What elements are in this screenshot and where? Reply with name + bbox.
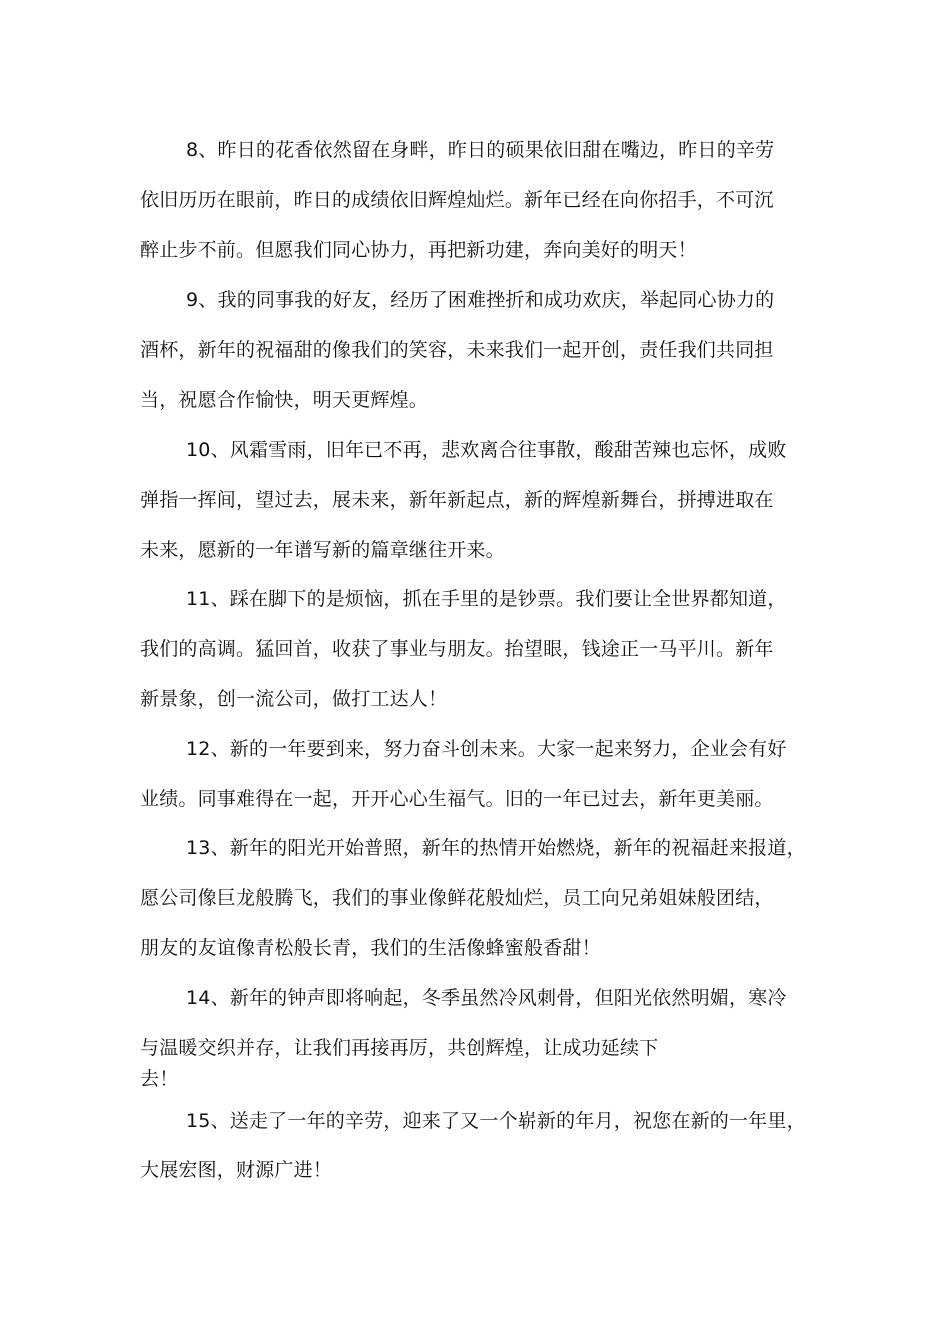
paragraph-14-line-1: 14、新年的钟声即将响起，冬季虽然冷风刺骨，但阳光依然明媚，寒冷	[186, 987, 787, 1009]
paragraph-13-line-2: 愿公司像巨龙般腾飞，我们的事业像鲜花般灿烂，员工向兄弟姐妹般团结，	[140, 887, 774, 909]
paragraph-11-line-2: 我们的高调。猛回首，收获了事业与朋友。抬望眼，钱途正一马平川。新年	[140, 638, 774, 660]
paragraph-14-line-3: 去！	[140, 1068, 179, 1090]
paragraph-9-line-1: 9、我的同事我的好友，经历了困难挫折和成功欢庆，举起同心协力的	[186, 289, 775, 311]
paragraph-10-line-2: 弹指一挥间，望过去，展未来，新年新起点，新的辉煌新舞台，拼搏进取在	[140, 489, 774, 511]
paragraph-11-line-3: 新景象，创一流公司，做打工达人！	[140, 688, 448, 710]
paragraph-8-line-3: 醉止步不前。但愿我们同心协力，再把新功建，奔向美好的明天！	[140, 239, 697, 261]
paragraph-9-line-3: 当，祝愿合作愉快，明天更辉煌。	[140, 389, 429, 411]
paragraph-8-line-2: 依旧历历在眼前，昨日的成绩依旧辉煌灿烂。新年已经在向你招手，不可沉	[140, 189, 774, 211]
paragraph-10-line-1: 10、风霜雪雨，旧年已不再，悲欢离合往事散，酸甜苦辣也忘怀，成败	[186, 439, 787, 461]
paragraph-15-line-2: 大展宏图，财源广进！	[140, 1159, 333, 1181]
paragraph-12-line-1: 12、新的一年要到来，努力奋斗创未来。大家一起来努力，企业会有好	[186, 738, 787, 760]
paragraph-8-line-1: 8、昨日的花香依然留在身畔，昨日的硕果依旧甜在嘴边，昨日的辛劳	[186, 139, 775, 161]
paragraph-13-line-1: 13、新年的阳光开始普照，新年的热情开始燃烧，新年的祝福赶来报道，	[186, 837, 806, 859]
paragraph-15-line-1: 15、送走了一年的辛劳，迎来了又一个崭新的年月，祝您在新的一年里，	[186, 1110, 806, 1132]
paragraph-14-line-2: 与温暖交织并存，让我们再接再厉，共创辉煌，让成功延续下	[140, 1037, 659, 1059]
paragraph-13-line-3: 朋友的友谊像青松般长青，我们的生活像蜂蜜般香甜！	[140, 937, 601, 959]
paragraph-12-line-2: 业绩。同事难得在一起，开开心心生福气。旧的一年已过去，新年更美丽。	[140, 788, 774, 810]
paragraph-11-line-1: 11、踩在脚下的是烦恼，抓在手里的是钞票。我们要让全世界都知道，	[186, 588, 787, 610]
paragraph-9-line-2: 酒杯，新年的祝福甜的像我们的笑容，未来我们一起开创，责任我们共同担	[140, 339, 774, 361]
paragraph-10-line-3: 未来，愿新的一年谱写新的篇章继往开来。	[140, 539, 505, 561]
